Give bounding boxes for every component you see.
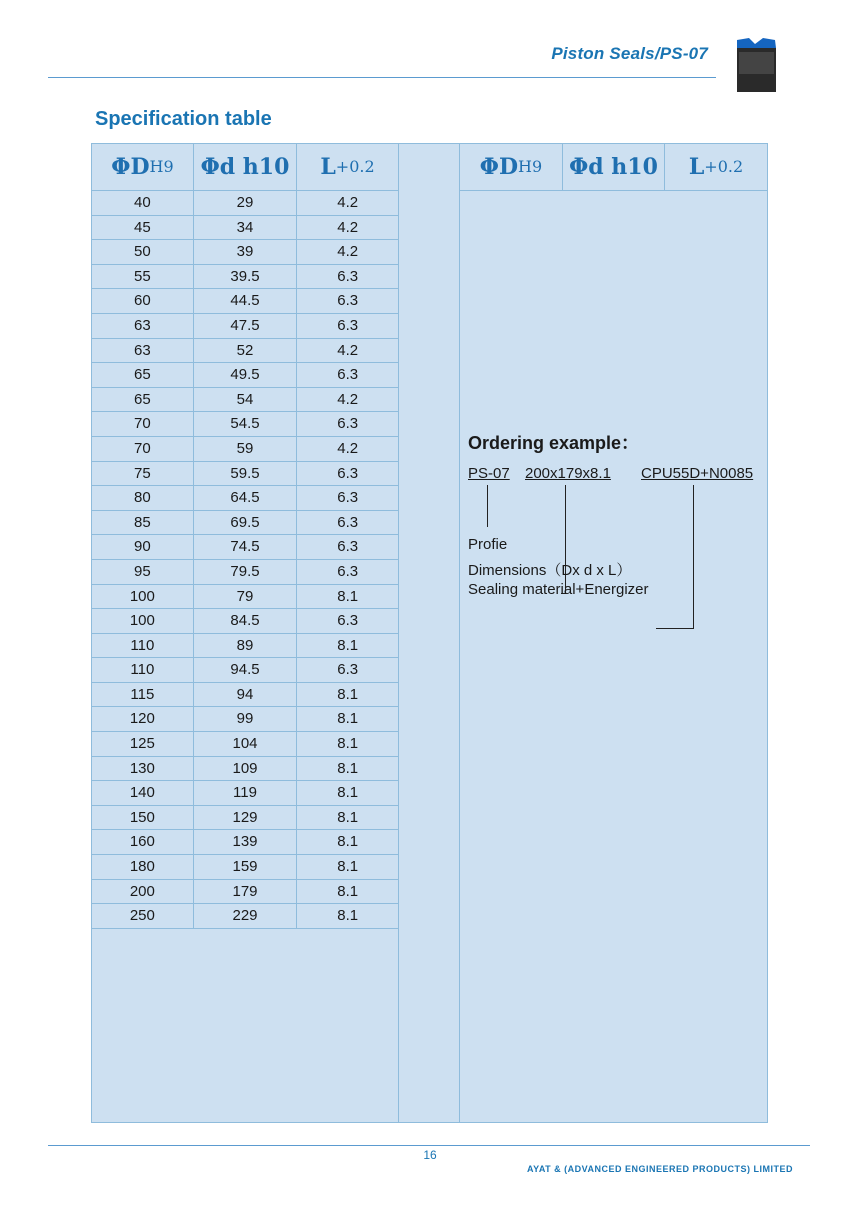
table-row [91,388,399,413]
header-rule [48,77,716,78]
table-cell: 8.1 [337,685,359,703]
table-cell: 8.1 [337,833,359,851]
table-cell: 94 [236,685,254,703]
header-title: Piston Seals/PS-07 [551,44,708,63]
table-row [91,609,399,634]
table-cell: 94.5 [230,661,260,679]
table-cell: 250 [129,907,155,925]
table-cell: 52 [236,341,254,359]
table-cell: 74.5 [230,538,260,556]
company-name: AYAT & (ADVANCED ENGINEERED PRODUCTS) LIMITED [526,1164,793,1174]
table-cell: 4.2 [337,341,359,359]
table-row [91,634,399,659]
table-cell: 200 [129,882,155,900]
table-cell: 8.1 [337,587,359,605]
section-title: Specification table [95,108,272,130]
table-cell: 90 [133,538,151,556]
label-material: Sealing material+Energizer [468,581,649,598]
table-cell: 110 [130,661,155,679]
table-cell: 150 [129,808,155,826]
table-cell: 6.3 [337,415,359,433]
table-cell: 139 [232,833,258,851]
table-cell: 60 [133,292,151,310]
table-cell: 99 [236,710,254,728]
table-cell: 65 [133,366,151,384]
header-inner-diameter-right: Φd h10 [569,153,658,180]
table-cell: 34 [236,218,254,236]
table-row [91,486,399,511]
table-cell: 180 [129,858,155,876]
table-cell: 63 [133,316,151,334]
table-row [91,363,399,388]
table-row [91,240,399,265]
table-cell: 130 [129,759,155,777]
table-cell: 6.3 [337,661,359,679]
table-row [91,560,399,585]
table-cell: 85 [133,513,151,531]
table-cell: 110 [130,636,155,654]
table-row [91,289,399,314]
table-cell: 63 [133,341,151,359]
table-cell: 64.5 [230,489,260,507]
table-cell: 45 [133,218,151,236]
table-row [91,732,399,757]
table-cell: 100 [129,612,155,630]
table-cell: 6.3 [337,513,359,531]
header-inner-diameter: Φd h10 [200,153,290,180]
table-cell: 95 [133,562,151,580]
table-cell: 140 [129,784,155,802]
table-cell: 8.1 [337,907,359,925]
header-outer-diameter: ΦD H9 [111,153,174,180]
label-dimensions: Dimensions（Dx d x L） [468,562,632,579]
table-cell: 70 [133,415,151,433]
table-cell: 47.5 [230,316,260,334]
table-cell: 6.3 [337,292,359,310]
table-cell: 4.2 [337,194,359,211]
table-row [91,757,399,782]
header-outer-diameter-right: ΦD H9 [479,153,543,180]
table-cell: 79 [236,587,254,605]
table-cell: 54.5 [230,415,260,433]
table-cell: 8.1 [337,636,359,654]
table-cell: 109 [232,759,258,777]
table-cell: 8.1 [337,882,359,900]
table-cell: 39 [236,243,254,261]
table-cell: 6.3 [337,316,359,334]
table-cell: 4.2 [337,390,359,408]
table-body [91,191,399,929]
table-cell: 104 [232,735,258,753]
table-cell: 6.3 [337,267,359,285]
code-profile: PS-07 [468,465,510,482]
table-cell: 39.5 [230,267,260,285]
table-cell: 4.2 [337,243,359,261]
table-cell: 8.1 [337,710,359,728]
table-cell: 59.5 [230,464,260,482]
table-cell: 129 [232,808,258,826]
table-row [91,880,399,905]
table-row [91,683,399,708]
table-cell: 6.3 [337,489,359,507]
code-material: CPU55D+N0085 [641,465,754,482]
table-cell: 59 [236,439,254,457]
table-cell: 159 [232,858,258,876]
table-cell: 8.1 [337,784,359,802]
table-cell: 160 [129,833,155,851]
table-cell: 8.1 [337,858,359,876]
table-row [91,314,399,339]
table-row [91,265,399,290]
table-row [91,585,399,610]
table-cell: 119 [233,784,257,802]
header-length-right: L +0.2 [688,153,744,180]
connector-line [487,485,488,527]
table-cell: 55 [133,267,151,285]
table-row [91,191,399,216]
table-cell: 120 [129,710,155,728]
table-row [91,412,399,437]
table-cell: 6.3 [337,612,359,630]
table-cell: 6.3 [337,538,359,556]
table-row [91,339,399,364]
page-number: 16 [423,1148,437,1162]
table-row [91,462,399,487]
connector-line [693,485,694,628]
table-row [91,707,399,732]
table-cell: 69.5 [230,513,260,531]
table-cell: 79.5 [230,562,260,580]
table-cell: 4.2 [337,439,359,457]
table-cell: 84.5 [230,612,260,630]
table-cell: 115 [130,685,155,703]
table-cell: 65 [133,390,151,408]
specification-table [91,143,768,1123]
table-cell: 49.5 [230,366,260,384]
table-row [91,904,399,929]
table-row [91,535,399,560]
seal-profile-icon [735,36,777,94]
table-cell: 40 [133,194,151,211]
table-row [91,511,399,536]
table-cell: 4.2 [337,218,359,236]
table-cell: 80 [133,489,151,507]
table-cell: 6.3 [337,366,359,384]
table-cell: 50 [133,243,151,261]
table-cell: 179 [232,882,258,900]
table-cell: 29 [236,194,254,211]
code-dimensions: 200x179x8.1 [525,465,611,482]
table-cell: 70 [133,439,151,457]
table-cell: 8.1 [337,735,359,753]
ordering-title: Ordering example： [468,433,640,453]
header-length: L +0.2 [320,153,375,180]
table-row [91,855,399,880]
table-row [91,830,399,855]
table-row [91,437,399,462]
connector-line [656,628,694,629]
table-cell: 44.5 [230,292,260,310]
table-row [91,806,399,831]
table-cell: 8.1 [337,759,359,777]
footer-rule [48,1145,810,1146]
table-row [91,658,399,683]
table-cell: 75 [133,464,151,482]
table-cell: 100 [129,587,155,605]
table-cell: 6.3 [337,562,359,580]
table-row [91,781,399,806]
label-profile: Profie [468,536,508,553]
table-cell: 6.3 [337,464,359,482]
table-cell: 229 [232,907,258,925]
table-cell: 125 [129,735,155,753]
table-cell: 8.1 [337,808,359,826]
table-cell: 89 [236,636,254,654]
table-cell: 54 [236,390,254,408]
table-row [91,216,399,241]
